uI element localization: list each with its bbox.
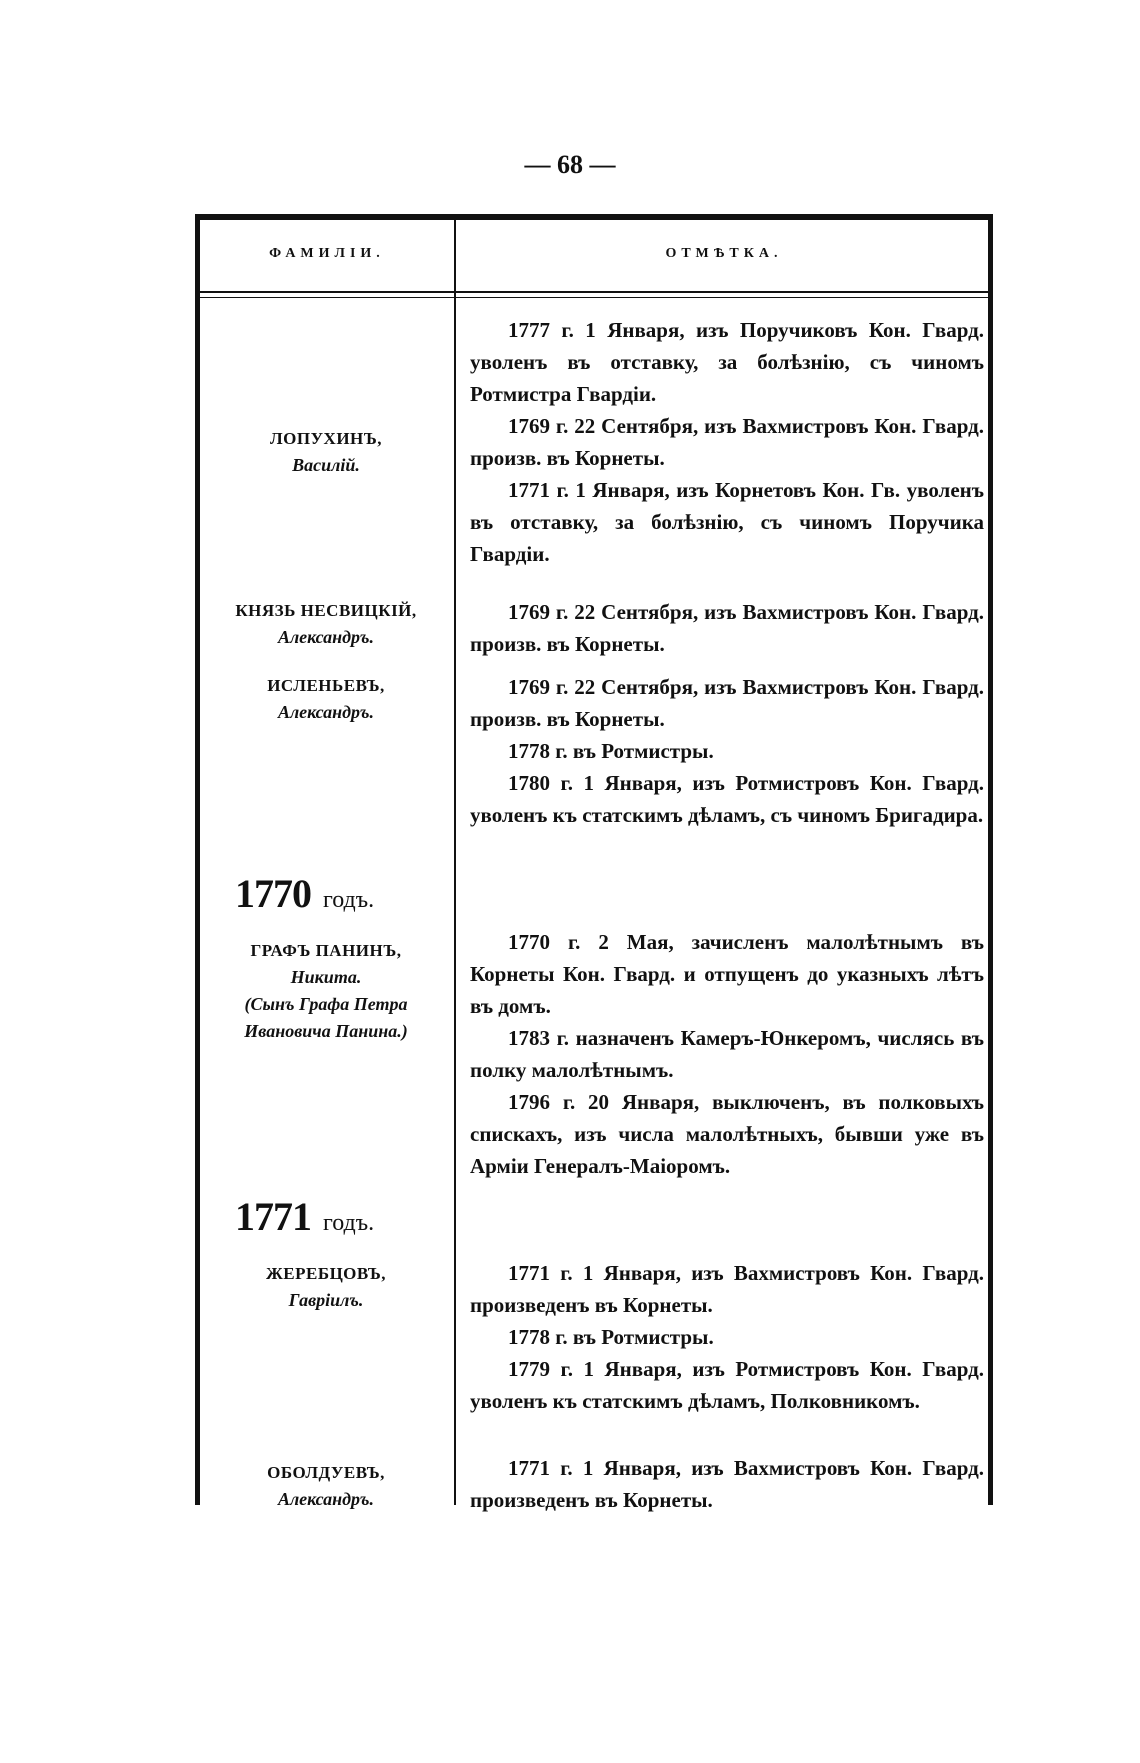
person-surname: ЖЕРЕБЦОВЪ, bbox=[265, 1264, 387, 1283]
header-rule bbox=[200, 291, 988, 293]
person-entry bbox=[195, 425, 457, 479]
person-notes bbox=[470, 1452, 984, 1516]
person-entry bbox=[195, 597, 457, 651]
person-notes bbox=[470, 926, 984, 1182]
note-paragraph: 1783 г. назначенъ Камеръ-Юнкеромъ, числясь въ полку малолѣтнымъ. bbox=[470, 1026, 984, 1082]
year-number: 1770 bbox=[235, 871, 311, 916]
year-word: годъ. bbox=[323, 887, 375, 913]
person-parenthetical: (Сынъ Графа Петра bbox=[244, 994, 408, 1014]
year-heading bbox=[235, 1193, 374, 1240]
person-given-name: Александръ. bbox=[277, 627, 375, 647]
person-given-name: Александръ. bbox=[277, 1489, 375, 1509]
person-notes bbox=[470, 596, 984, 660]
note-paragraph: 1780 г. 1 Января, изъ Ротмистровъ Кон. Гвард. уволенъ къ статскимъ дѣламъ, съ чиномъ Бригадира. bbox=[470, 771, 984, 827]
note-paragraph: 1778 г. въ Ротмистры. bbox=[508, 1325, 714, 1349]
person-entry bbox=[195, 672, 457, 726]
note-paragraph: 1770 г. 2 Мая, зачисленъ малолѣтнымъ въ Корнеты Кон. Гвард. и отпущенъ до указныхъ лѣтъ въ домъ. bbox=[470, 930, 984, 1018]
person-given-name: Александръ. bbox=[277, 702, 375, 722]
column-header-notes: ОТМѢТКА. bbox=[665, 246, 783, 261]
person-given-name: Никита. bbox=[290, 967, 362, 987]
person-surname: ОБОЛДУЕВЪ, bbox=[267, 1463, 385, 1482]
person-notes bbox=[470, 314, 984, 570]
note-paragraph: 1769 г. 22 Сентября, изъ Вахмистровъ Кон. Гвард. произв. въ Корнеты. bbox=[470, 414, 984, 470]
person-notes bbox=[470, 671, 984, 831]
note-paragraph: 1779 г. 1 Января, изъ Ротмистровъ Кон. Гвард. уволенъ къ статскимъ дѣламъ, Полковникомъ. bbox=[470, 1357, 984, 1413]
year-word: годъ. bbox=[323, 1210, 375, 1236]
note-paragraph: 1778 г. въ Ротмистры. bbox=[508, 739, 714, 763]
person-entry bbox=[195, 1459, 457, 1513]
person-surname: ИСЛЕНЬЕВЪ, bbox=[267, 676, 385, 695]
person-entry bbox=[195, 1260, 457, 1314]
person-surname: ГРАФЪ ПАНИНЪ, bbox=[250, 941, 402, 960]
note-paragraph: 1771 г. 1 Января, изъ Вахмистровъ Кон. Гвард. произведенъ въ Корнеты. bbox=[470, 1261, 984, 1317]
note-paragraph: 1796 г. 20 Января, выключенъ, въ полковыхъ спискахъ, изъ числа малолѣтныхъ, бывши уже въ Арміи Генералъ-Маіоромъ. bbox=[470, 1090, 984, 1178]
person-notes bbox=[470, 1257, 984, 1417]
note-paragraph: 1777 г. 1 Января, изъ Поручиковъ Кон. Гвард. уволенъ въ отставку, за болѣзнію, съ чиномъ Ротмистра Гвардіи. bbox=[470, 318, 984, 406]
year-heading bbox=[235, 870, 374, 917]
note-paragraph: 1769 г. 22 Сентября, изъ Вахмистровъ Кон. Гвард. произв. въ Корнеты. bbox=[470, 675, 984, 731]
person-surname: ЛОПУХИНЪ, bbox=[269, 429, 383, 448]
person-given-name: Гавріилъ. bbox=[288, 1290, 364, 1310]
note-paragraph: 1769 г. 22 Сентября, изъ Вахмистровъ Кон. Гвард. произв. въ Корнеты. bbox=[470, 600, 984, 656]
person-given-name: Василій. bbox=[292, 455, 360, 475]
note-paragraph: 1771 г. 1 Января, изъ Вахмистровъ Кон. Гвард. произведенъ въ Корнеты. bbox=[470, 1456, 984, 1512]
year-number: 1771 bbox=[235, 1194, 311, 1239]
person-surname: КНЯЗЬ НЕСВИЦКІЙ, bbox=[235, 601, 417, 620]
column-header-names: ФАМИЛІИ. bbox=[269, 246, 385, 261]
person-parenthetical: Ивановича Панина.) bbox=[244, 1021, 408, 1041]
header-rule-thin bbox=[200, 297, 988, 298]
page-number: — 68 — bbox=[524, 150, 616, 179]
person-entry bbox=[195, 937, 457, 1045]
note-paragraph: 1771 г. 1 Января, изъ Корнетовъ Кон. Гв. уволенъ въ отставку, за болѣзнію, съ чиномъ Поручика Гвардіи. bbox=[470, 478, 984, 566]
